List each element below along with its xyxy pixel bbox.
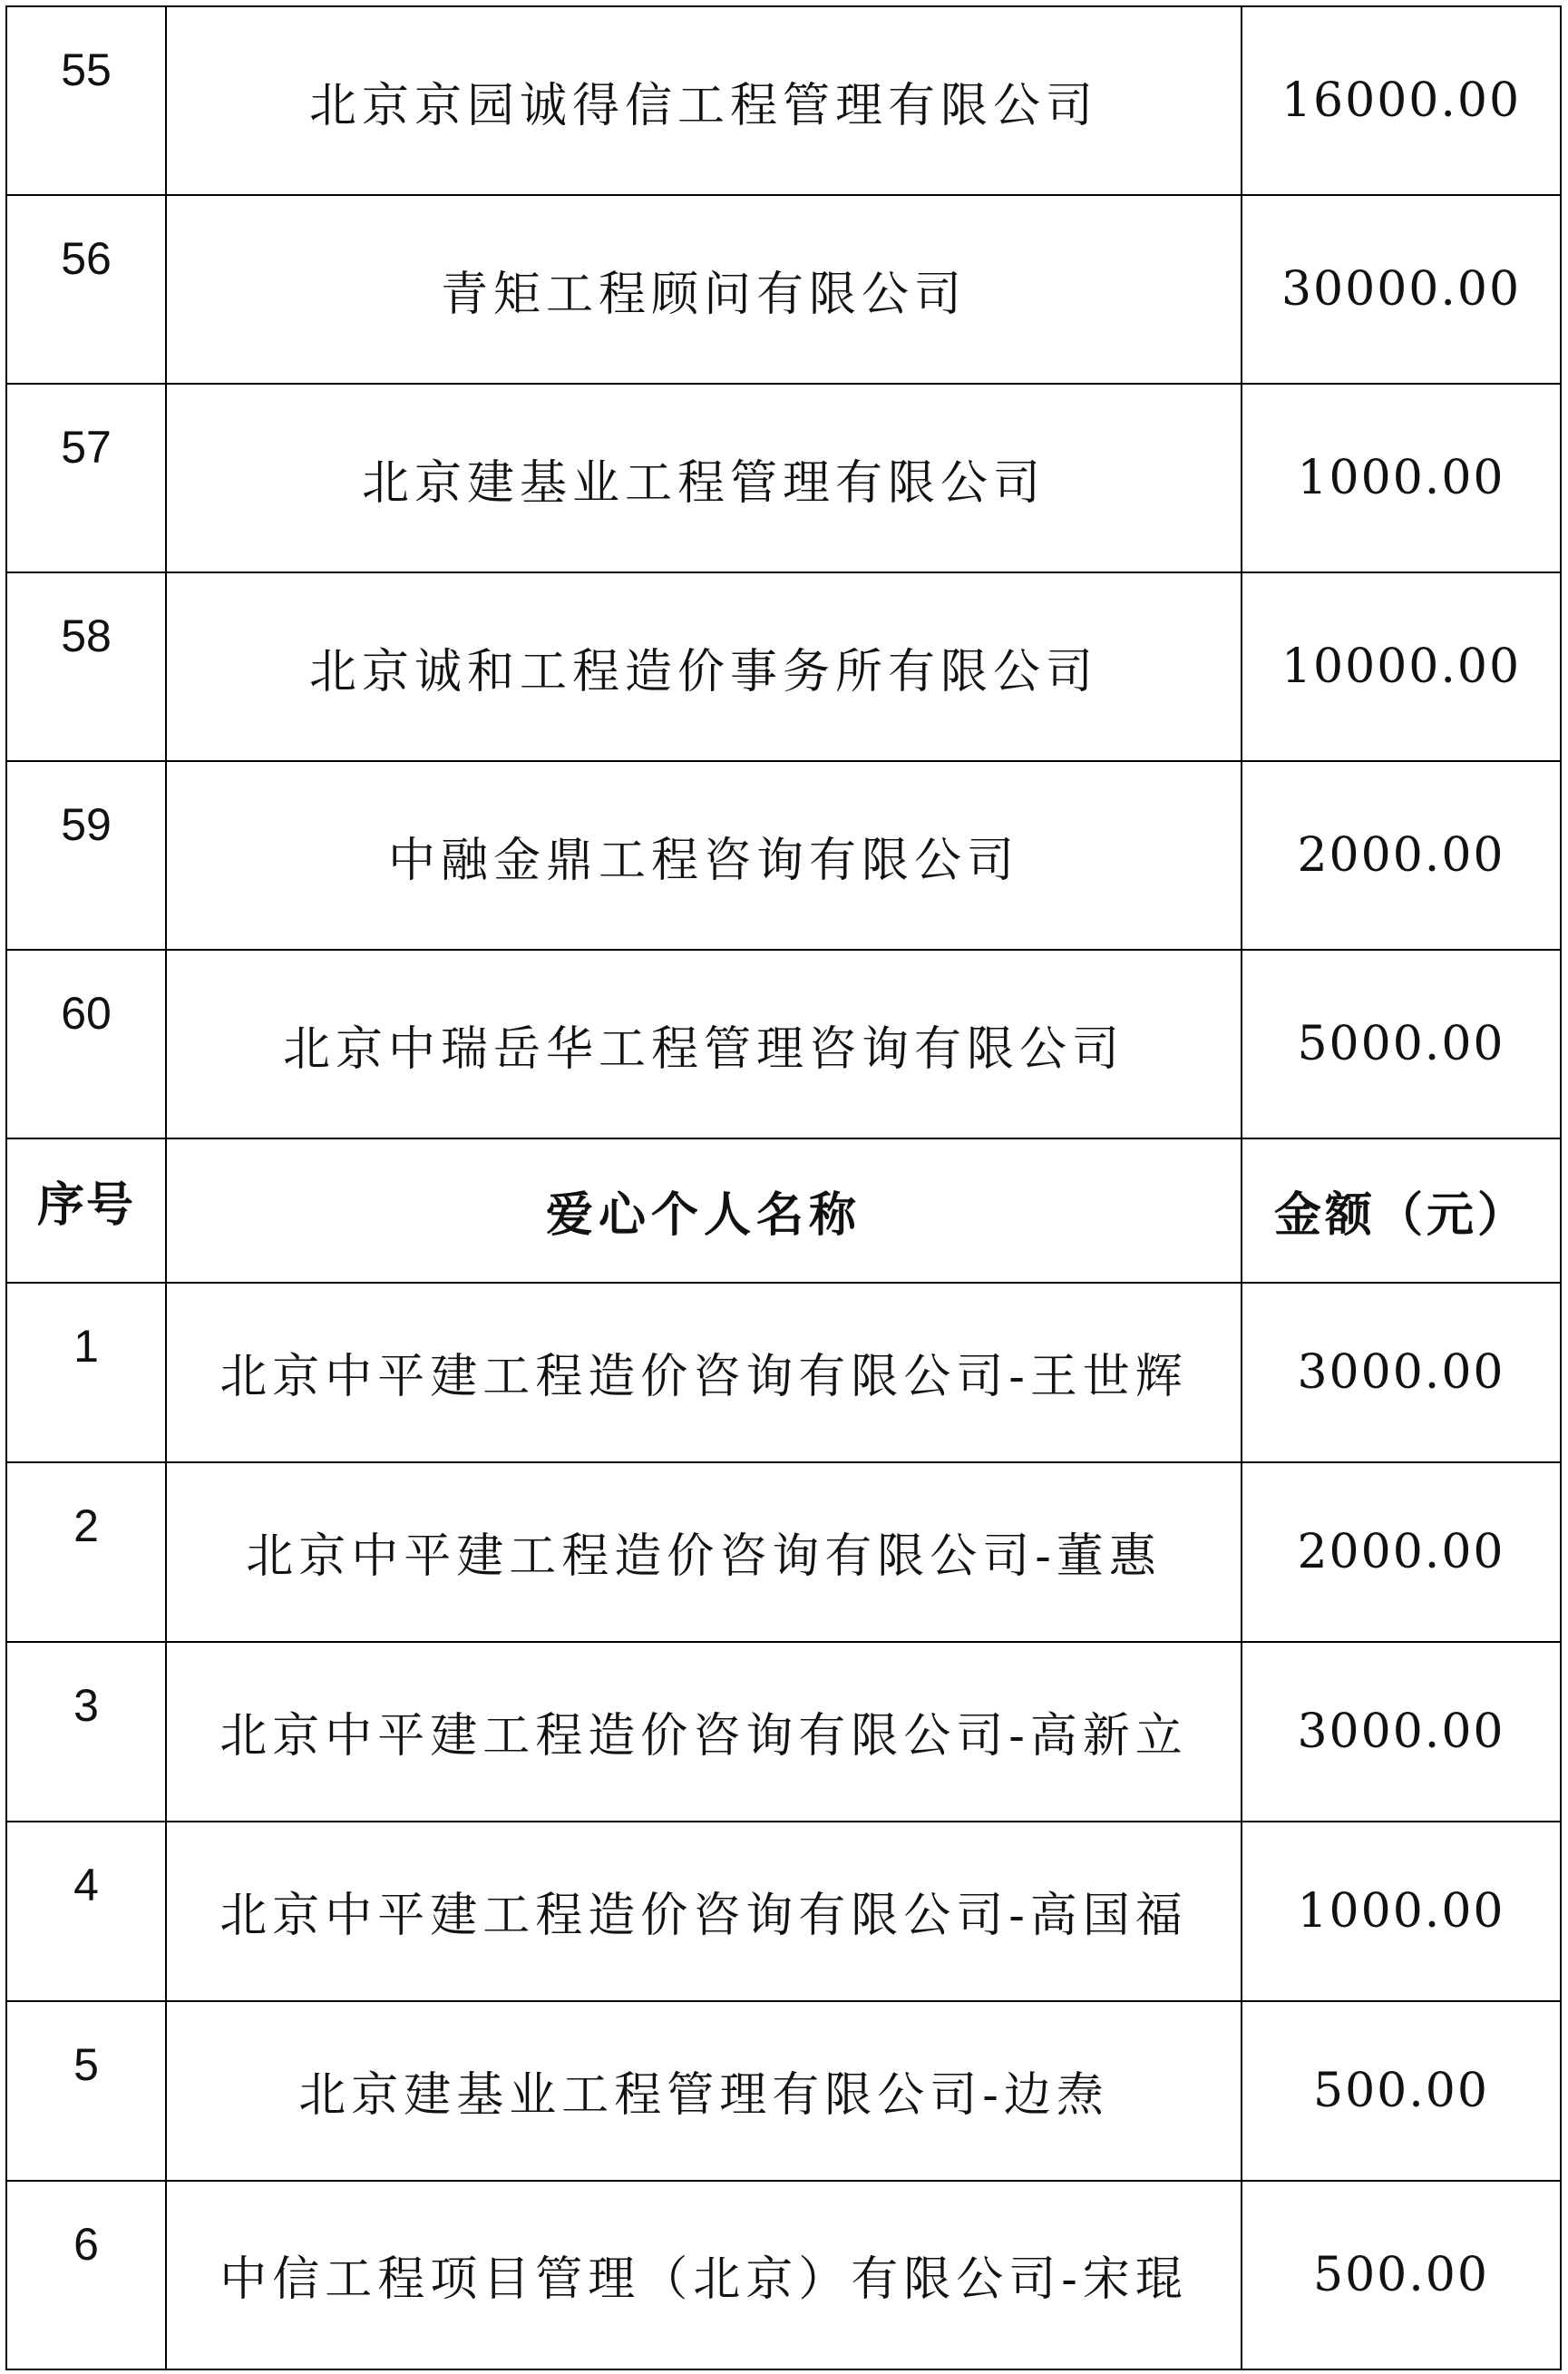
donor-name: 青矩工程顾问有限公司 [166, 195, 1242, 384]
row-number: 60 [6, 950, 166, 1138]
row-number: 6 [6, 2181, 166, 2369]
table-row [6, 195, 1561, 384]
donor-name: 北京中平建工程造价咨询有限公司-高国福 [166, 1822, 1242, 2001]
row-number: 4 [6, 1822, 166, 2001]
donor-name: 北京建基业工程管理有限公司-边焘 [166, 2001, 1242, 2181]
table-row [6, 2001, 1561, 2181]
table-row [6, 761, 1561, 950]
donation-amount: 1000.00 [1242, 384, 1561, 572]
table-row [6, 384, 1561, 572]
donation-amount: 5000.00 [1242, 950, 1561, 1138]
donation-amount: 1000.00 [1242, 1822, 1561, 2001]
row-number: 3 [6, 1642, 166, 1822]
donation-amount: 2000.00 [1242, 761, 1561, 950]
donor-name: 北京中平建工程造价咨询有限公司-王世辉 [166, 1283, 1242, 1462]
row-number: 59 [6, 761, 166, 950]
row-number: 56 [6, 195, 166, 384]
table-row [6, 1283, 1561, 1462]
row-number: 58 [6, 572, 166, 761]
table-row [6, 1822, 1561, 2001]
row-number: 1 [6, 1283, 166, 1462]
donor-name: 中融金鼎工程咨询有限公司 [166, 761, 1242, 950]
donation-amount: 2000.00 [1242, 1462, 1561, 1642]
donation-amount: 16000.00 [1242, 6, 1561, 195]
header-number: 序号 [6, 1138, 166, 1283]
donation-amount: 500.00 [1242, 2001, 1561, 2181]
donor-name: 中信工程项目管理（北京）有限公司-宋琨 [166, 2181, 1242, 2369]
donor-name: 北京中瑞岳华工程管理咨询有限公司 [166, 950, 1242, 1138]
donor-name: 北京京园诚得信工程管理有限公司 [166, 6, 1242, 195]
individual-header-row [6, 1138, 1561, 1283]
donor-name: 北京中平建工程造价咨询有限公司-董惠 [166, 1462, 1242, 1642]
donation-table [5, 5, 1562, 2370]
donor-name: 北京诚和工程造价事务所有限公司 [166, 572, 1242, 761]
table-row [6, 2181, 1561, 2369]
donation-amount: 10000.00 [1242, 572, 1561, 761]
table-row [6, 572, 1561, 761]
donation-amount: 30000.00 [1242, 195, 1561, 384]
header-amount: 金额（元） [1242, 1138, 1561, 1283]
header-name: 爱心个人名称 [166, 1138, 1242, 1283]
row-number: 2 [6, 1462, 166, 1642]
table-row [6, 6, 1561, 195]
donor-name: 北京建基业工程管理有限公司 [166, 384, 1242, 572]
row-number: 57 [6, 384, 166, 572]
table-row [6, 1462, 1561, 1642]
donation-amount: 500.00 [1242, 2181, 1561, 2369]
donation-amount: 3000.00 [1242, 1642, 1561, 1822]
row-number: 55 [6, 6, 166, 195]
table-row [6, 1642, 1561, 1822]
donation-amount: 3000.00 [1242, 1283, 1561, 1462]
row-number: 5 [6, 2001, 166, 2181]
table-row [6, 950, 1561, 1138]
donor-name: 北京中平建工程造价咨询有限公司-高新立 [166, 1642, 1242, 1822]
